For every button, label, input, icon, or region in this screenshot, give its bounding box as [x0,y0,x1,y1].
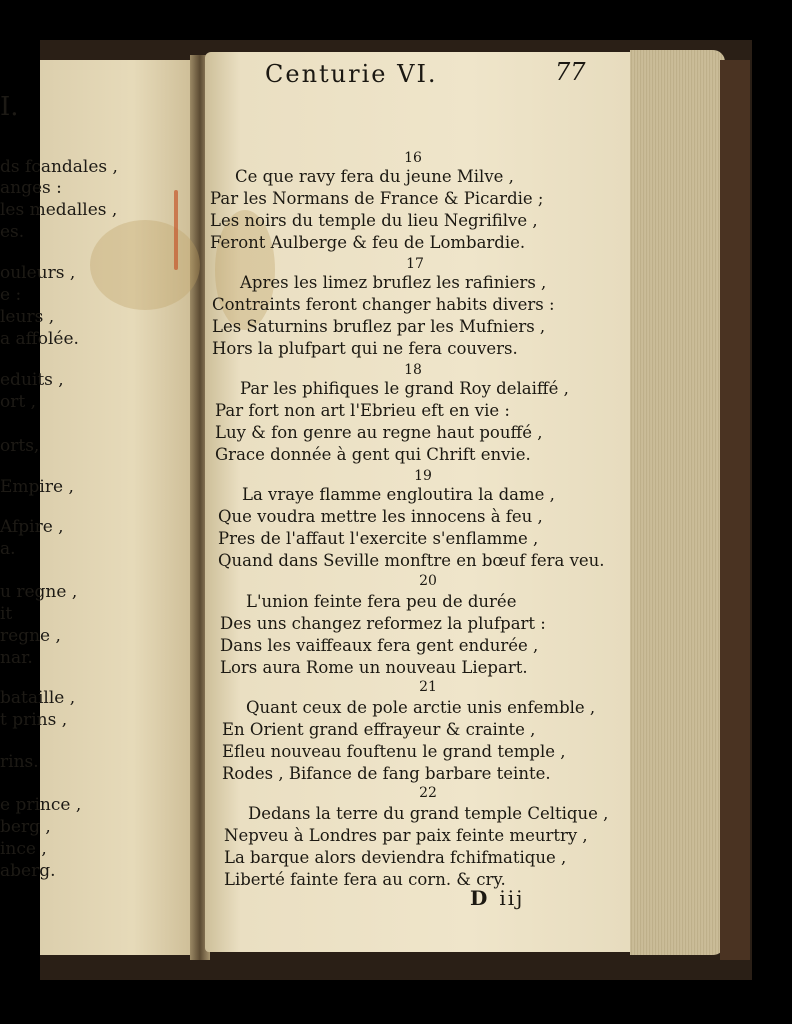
left-fragment: Afpire , [0,517,64,537]
left-fragment: ort , [0,392,37,412]
verse-line: Nepveu à Londres par paix feinte meurtry , [224,826,588,845]
verse-line: Que voudra mettre les innocens à feu , [218,507,543,526]
verse-line: En Orient grand effrayeur & crainte , [222,720,536,739]
left-fragment: anges : [0,178,62,198]
quatrain-number: 18 [404,362,422,378]
signature-mark [470,886,524,910]
page-number: 77 [555,58,586,86]
verse-line: Efleu nouveau fouftenu le grand temple , [222,742,566,761]
verse-line: Quant ceux de pole arctie unis enfemble , [246,698,596,717]
left-fragment: bataille , [0,688,76,708]
verse-line: Luy & fon genre au regne haut pouffé , [215,423,543,442]
verse-line: Grace donnée à gent qui Chrift envie. [215,445,531,464]
verse-line: La vraye flamme engloutira la dame , [242,485,555,504]
verse-line: Contraints feront changer habits divers : [212,295,555,314]
quatrain-number: 19 [414,468,432,484]
left-fragment: orts, [0,436,40,456]
quatrain-number: 21 [419,679,437,695]
verse-line: Les noirs du temple du lieu Negrifilve , [210,211,538,230]
left-page [40,60,195,955]
signature-letter: D [470,886,490,910]
verse-line: Ce que ravy fera du jeune Milve , [235,167,514,186]
left-fragment: leurs , [0,307,55,327]
quatrain-number: 22 [419,785,437,801]
verse-line: Par les Normans de France & Picardie ; [210,189,544,208]
quatrain-number: 20 [419,573,437,589]
left-fragment: I. [0,92,19,122]
verse-line: Rodes , Bifance de fang barbare teinte. [222,764,551,783]
verse-line: Par fort non art l'Ebrieu eft en vie : [215,401,510,420]
page-header: Centurie VI. [265,60,438,88]
left-fragment: rins. [0,752,39,772]
left-fragment: u regne , [0,582,78,602]
verse-line: Hors la plufpart qui ne fera couvers. [212,339,518,358]
verse-line: Feront Aulberge & feu de Lombardie. [210,233,526,252]
verse-line: Par les phifiques le grand Roy delaiffé , [240,379,569,398]
verse-line: Lors aura Rome un nouveau Liepart. [220,658,528,677]
left-fragment: t prins , [0,710,68,730]
left-fragment: nar. [0,648,33,668]
left-fragment: eduits , [0,370,64,390]
verse-line: L'union feinte fera peu de durée [246,592,517,611]
left-fragment: regne , [0,626,61,646]
verse-line: Liberté fainte fera au corn. & cry. [224,870,506,889]
verse-line: Apres les limez bruflez les rafiniers , [240,273,547,292]
left-fragment: it [0,604,13,624]
signature-number: iij [499,886,525,910]
paper-stain [90,220,200,310]
verse-line: Dans les vaiffeaux fera gent endurée , [220,636,539,655]
red-margin-mark [174,190,178,270]
cover-edge [720,60,750,960]
left-fragment: berg , [0,817,51,837]
left-fragment: Empire , [0,477,74,497]
left-fragment: a affolée. [0,329,79,349]
verse-line: La barque alors deviendra fchifmatique , [224,848,567,867]
left-fragment: e prince , [0,795,82,815]
verse-line: Dedans la terre du grand temple Celtique , [248,804,609,823]
quatrain-number: 17 [406,256,424,272]
verse-line: Des uns changez reformez la plufpart : [220,614,546,633]
left-fragment: a. [0,539,16,559]
left-fragment: aberg. [0,861,56,881]
left-fragment: les medalles , [0,200,118,220]
verse-line: Les Saturnins bruflez par les Mufniers , [212,317,546,336]
page-edges [630,50,725,955]
left-fragment: es. [0,222,25,242]
left-fragment: e : [0,285,22,305]
verse-line: Pres de l'affaut l'exercite s'enflamme , [218,529,539,548]
quatrain-number: 16 [404,150,422,166]
left-fragment: ince , [0,839,47,859]
verse-line: Quand dans Seville monftre en bœuf fera veu. [218,551,605,570]
left-fragment: ouleurs , [0,263,76,283]
left-fragment: ds fcandales , [0,157,118,177]
